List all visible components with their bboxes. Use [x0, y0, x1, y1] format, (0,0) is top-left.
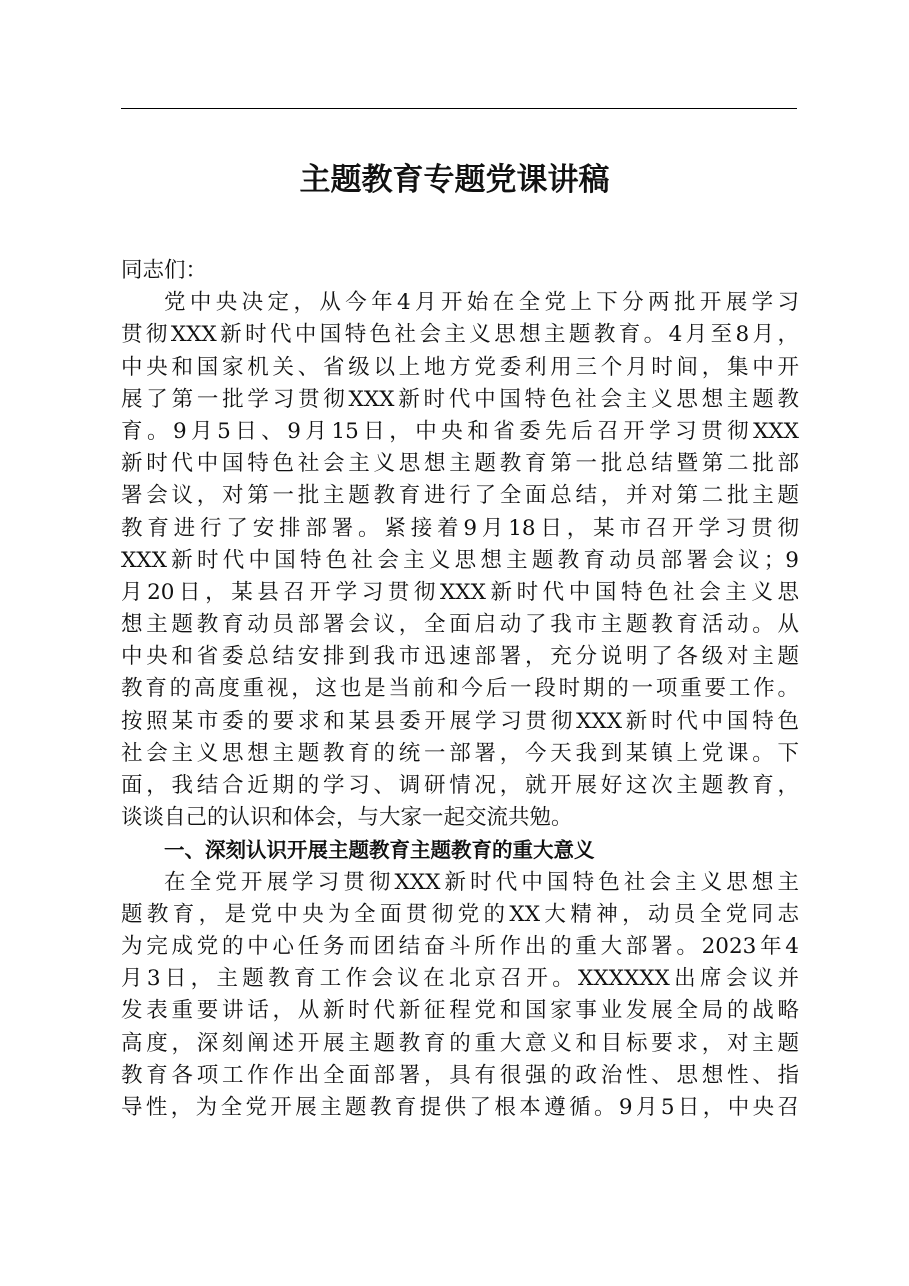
paragraph-line: 月20日，某县召开学习贯彻XXX新时代中国特色社会主义思	[121, 579, 799, 605]
paragraph-line: 在全党开展学习贯彻XXX新时代中国特色社会主义思想主	[164, 869, 799, 895]
paragraph-2	[121, 867, 799, 1125]
paragraph-line: 教育的高度重视，这也是当前和今后一段时期的一项重要工作。	[121, 676, 799, 702]
section-heading-1: 一、深刻认识开展主题教育主题教育的重大意义	[164, 838, 595, 863]
paragraph-line: 教育进行了安排部署。紧接着9月18日，某市召开学习贯彻	[121, 515, 799, 541]
paragraph-line: XXX新时代中国特色社会主义思想主题教育动员部署会议；9	[121, 547, 799, 573]
paragraph-line: 题教育，是党中央为全面贯彻党的XX大精神，动员全党同志	[121, 901, 799, 927]
paragraph-line: 谈谈自己的认识和体会，与大家一起交流共勉。	[121, 805, 573, 831]
document-body	[121, 255, 799, 1124]
paragraph-line: 党中央决定，从今年4月开始在全党上下分两批开展学习	[164, 290, 799, 316]
paragraph-line: 署会议，对第一批主题教育进行了全面总结，并对第二批主题	[121, 483, 799, 509]
paragraph-line: 为完成党的中心任务而团结奋斗所作出的重大部署。2023年4	[121, 933, 799, 959]
paragraph-line: 月3日，主题教育工作会议在北京召开。XXXXXX出席会议并	[121, 966, 799, 992]
salutation: 同志们：	[121, 258, 208, 283]
paragraph-line: 面，我结合近期的学习、调研情况，就开展好这次主题教育，	[121, 773, 799, 798]
paragraph-line: 贯彻XXX新时代中国特色社会主义思想主题教育。4月至8月，	[121, 322, 799, 348]
paragraph-line: 高度，深刻阐述开展主题教育的重大意义和目标要求，对主题	[121, 1030, 799, 1056]
paragraph-line: 中央和省委总结安排到我市迅速部署，充分说明了各级对主题	[121, 644, 799, 670]
paragraph-line: 新时代中国特色社会主义思想主题教育第一批总结暨第二批部	[121, 451, 799, 477]
paragraph-line: 想主题教育动员部署会议，全面启动了我市主题教育活动。从	[121, 612, 799, 638]
paragraph-line: 发表重要讲话，从新时代新征程党和国家事业发展全局的战略	[121, 998, 799, 1024]
paragraph-1	[121, 287, 799, 834]
paragraph-line: 中央和国家机关、省级以上地方党委利用三个月时间，集中开	[121, 354, 799, 380]
paragraph-line: 展了第一批学习贯彻XXX新时代中国特色社会主义思想主题教	[121, 386, 799, 412]
header-rule	[121, 108, 797, 109]
paragraph-line: 按照某市委的要求和某县委开展学习贯彻XXX新时代中国特色	[121, 708, 799, 734]
document-title: 主题教育专题党课讲稿	[299, 162, 610, 198]
paragraph-line: 导性，为全党开展主题教育提供了根本遵循。9月5日，中央召	[121, 1094, 799, 1120]
paragraph-line: 社会主义思想主题教育的统一部署，今天我到某镇上党课。下	[121, 740, 799, 766]
paragraph-line: 教育各项工作作出全面部署，具有很强的政治性、思想性、指	[121, 1062, 799, 1088]
paragraph-line: 育。9月5日、9月15日，中央和省委先后召开学习贯彻XXX	[121, 418, 799, 444]
